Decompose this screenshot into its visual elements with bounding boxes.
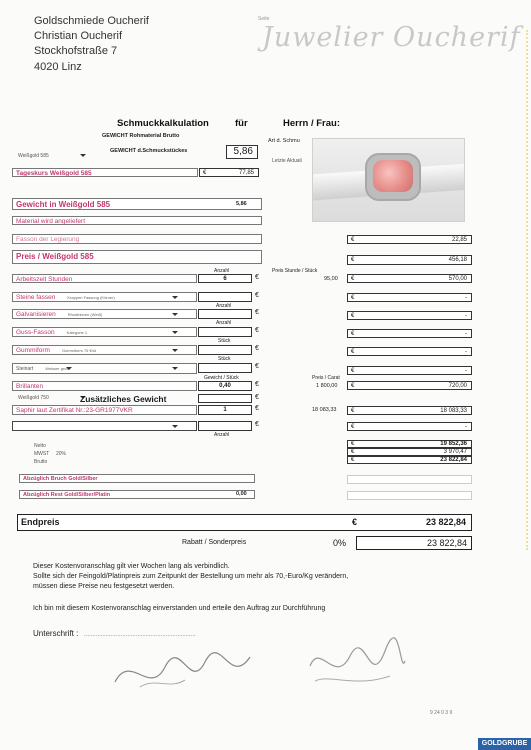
gummiform-total: - xyxy=(465,349,467,355)
chevron-down-icon[interactable] xyxy=(66,367,72,370)
endpreis-row xyxy=(17,514,472,531)
gewicht-weissgold-label: Gewicht in Weißgold 585 xyxy=(12,198,262,210)
zusaetzliches-unit-eur: € xyxy=(255,394,259,401)
gummiform-label: Gummiform Gummiform 75 €/st xyxy=(12,345,197,355)
gewicht-roh-label: GEWICHT Rohmaterial Brutto xyxy=(102,133,180,139)
anzahl-label-2: Anzahl xyxy=(216,303,232,309)
preis-weissgold-box: € 456,18 xyxy=(347,255,472,265)
brillanten-label: Brillanten xyxy=(12,381,197,391)
steinart-anzahl[interactable] xyxy=(198,363,252,373)
brutto-value: 23 822,84 xyxy=(440,457,467,463)
arbeitszeit-anzahl[interactable]: 6 xyxy=(198,274,252,283)
steinart-box: € - xyxy=(347,366,472,375)
saphir-preis: 18 083,33 xyxy=(312,407,337,413)
brutto-box: € 23 822,84 xyxy=(347,456,472,464)
chevron-down-icon[interactable] xyxy=(172,331,178,334)
guss-fasson-label: Guss-Fasson Kategorie 1 xyxy=(12,327,197,337)
chevron-down-icon[interactable] xyxy=(172,349,178,352)
letzte-label: Letzte Aktuali xyxy=(272,158,302,164)
unterschrift-line: ................................................................... xyxy=(84,632,196,638)
steine-anzahl[interactable] xyxy=(198,292,252,302)
seite-label: Seite xyxy=(258,16,270,22)
rabatt-box[interactable] xyxy=(356,536,472,550)
galvanisieren-total: - xyxy=(465,313,467,319)
endpreis-label: Endpreis xyxy=(21,517,60,527)
steine-fassen-label: Steine fassen Krappen Fassung (Körner) xyxy=(12,292,197,302)
scan-artifact xyxy=(522,30,528,550)
arbeitszeit-box: € 570,00 xyxy=(347,274,472,283)
address-line-2: Christian Oucherif xyxy=(34,30,123,42)
unterschrift-label: Unterschrift : xyxy=(33,629,79,638)
anzahl-label: Anzahl xyxy=(214,268,230,274)
steinart-row: Steinart Weisser groß xyxy=(12,363,197,374)
zusaetzliches-gewicht-value[interactable] xyxy=(198,394,252,403)
guss-box: € - xyxy=(347,329,472,338)
abzueglich-bruch-value xyxy=(347,475,472,484)
saphir-box: € 18 083,33 xyxy=(347,406,472,415)
customer-title: Herrn / Frau: xyxy=(283,118,341,129)
extra-row[interactable] xyxy=(12,421,197,431)
anzahl-label-3: Anzahl xyxy=(216,320,232,326)
signature-1 xyxy=(110,642,260,702)
art-label: Art d. Schmu xyxy=(268,138,300,144)
steine-total: - xyxy=(465,295,467,301)
stueck-label: Stück xyxy=(218,338,231,344)
endpreis-eur: € xyxy=(352,517,358,527)
guss-unit-eur: € xyxy=(255,327,259,334)
guss-anzahl[interactable] xyxy=(198,327,252,337)
gummiform-box: € - xyxy=(347,347,472,356)
extra-box: € - xyxy=(347,422,472,431)
address-line-1: Goldschmiede Oucherif xyxy=(34,15,149,27)
preis-weissgold-value: 456,18 xyxy=(448,257,467,263)
address-line-3: Stockhofstraße 7 xyxy=(34,45,118,57)
brillanten-unit-eur: € xyxy=(255,381,259,388)
anzahl-label-4: Anzahl xyxy=(214,432,230,438)
steine-unit-eur: € xyxy=(255,292,259,299)
tageskurs-label: Tageskurs Weißgold 585 xyxy=(12,168,198,177)
galvanisieren-label: Galvanisieren Rhodinieren (Weiß) xyxy=(12,309,197,319)
rabatt-label: Rabatt / Sonderpreis xyxy=(182,539,247,546)
netto-box: € 19 852,36 xyxy=(347,440,472,448)
arbeitszeit-total: 570,00 xyxy=(448,276,467,282)
tageskurs-box: € 77,85 xyxy=(199,168,259,177)
gewicht-weissgold-value: 5,86 xyxy=(236,201,247,207)
mwst-label: MWST xyxy=(34,451,50,457)
extra-total: - xyxy=(465,424,467,430)
steine-box: € - xyxy=(347,293,472,302)
footer-code: 9 24 0 3 9 xyxy=(430,710,453,716)
chevron-down-icon[interactable] xyxy=(172,296,178,299)
chevron-down-icon[interactable] xyxy=(172,313,178,316)
tageskurs-value: 77,85 xyxy=(238,170,254,176)
fasson-label: Fasson der Legierung xyxy=(12,234,262,244)
zusaetzliches-gewicht-label: Zusätzliches Gewicht xyxy=(80,394,167,404)
brillanten-total: 720,00 xyxy=(448,383,467,389)
note-line-3: müssen diese Preise neu festgesetzt werden. xyxy=(33,583,175,590)
gummiform-anzahl[interactable] xyxy=(198,345,252,355)
arbeitszeit-label: Arbeitszeit Stunden xyxy=(12,274,197,283)
guss-total: - xyxy=(465,331,467,337)
abzueglich-bruch-label: Abzüglich Bruch Gold/Silber xyxy=(19,474,255,483)
mwst-value: 3 970,47 xyxy=(443,449,467,455)
address-line-4: 4020 Linz xyxy=(34,61,82,73)
extra-anzahl[interactable] xyxy=(198,421,252,431)
preis-weissgold-label: Preis / Weißgold 585 xyxy=(12,250,262,264)
gewicht-stueck-label: Gewicht / Stück xyxy=(204,375,239,381)
brillanten-box: € 720,00 xyxy=(347,381,472,390)
fasson-box: € 22,85 xyxy=(347,235,472,244)
preis-stunde-label: Preis Stunde / Stück xyxy=(272,268,318,274)
metal-select[interactable]: Weißgold 585 xyxy=(18,153,49,159)
goldgrube-badge: GOLDGRUBE xyxy=(478,738,531,750)
gummiform-unit-eur: € xyxy=(255,345,259,352)
galvanisieren-box: € - xyxy=(347,311,472,320)
chevron-down-icon[interactable] xyxy=(80,154,86,157)
rabatt-percent: 0% xyxy=(333,538,347,548)
gewicht-schmuck-label: GEWICHT d.Schmuckstückes xyxy=(110,148,188,154)
product-photo xyxy=(312,138,465,222)
note-line-4: Ich bin mit diesem Kostenvoranschlag einverstanden und erteile den Auftrag zur Durchführung xyxy=(33,605,326,612)
galvanisieren-unit-eur: € xyxy=(255,309,259,316)
saphir-label: Saphir laut Zertifikat Nr.:23-GR1977VKR xyxy=(12,405,197,415)
mwst-rate: 20% xyxy=(56,451,67,457)
saphir-unit-eur: € xyxy=(255,405,259,412)
steinart-unit-eur: € xyxy=(255,363,259,370)
netto-value: 19 852,36 xyxy=(440,441,467,447)
chevron-down-icon[interactable] xyxy=(172,425,178,428)
calc-title-fuer: für xyxy=(235,118,248,129)
rabatt-value: 23 822,84 xyxy=(426,538,467,548)
chevron-down-icon[interactable] xyxy=(172,367,178,370)
gewicht-schmuck-value[interactable]: 5,86 xyxy=(226,145,258,159)
abzueglich-rest-label: Abzüglich Rest Gold/Silber/Platin xyxy=(19,490,255,499)
stueck-label-2: Stück xyxy=(218,356,231,362)
note-line-1: Dieser Kostenvoranschlag gilt vier Wochen lang als verbindlich. xyxy=(33,563,230,570)
brillanten-preis: 1 800,00 xyxy=(316,383,338,389)
brillanten-gewicht[interactable]: 0,40 xyxy=(198,381,252,391)
extra-unit-eur: € xyxy=(255,421,259,428)
material-angeliefert-label[interactable]: Material wird angeliefert xyxy=(12,216,262,225)
abzueglich-rest-box xyxy=(347,491,472,500)
metal-select-2[interactable]: Weißgold 750 xyxy=(18,395,49,401)
signature-2 xyxy=(300,636,410,700)
abzueglich-rest-value: 0,00 xyxy=(236,491,247,497)
galvanisieren-anzahl[interactable] xyxy=(198,309,252,319)
brutto-label: Brutto xyxy=(34,459,48,465)
company-logo: Juwelier Oucherif xyxy=(262,22,521,53)
fasson-value: 22,85 xyxy=(451,237,467,243)
arbeitszeit-preis: 95,00 xyxy=(324,276,338,282)
mwst-box: € 3 970,47 xyxy=(347,448,472,456)
netto-label: Netto xyxy=(34,443,46,449)
saphir-anzahl[interactable]: 1 xyxy=(198,405,252,415)
saphir-total: 18 083,33 xyxy=(440,408,467,414)
steinart-total: - xyxy=(465,368,467,374)
arbeitszeit-unit-eur: € xyxy=(255,274,259,281)
preis-carat-label: Preis / Carat xyxy=(312,375,340,381)
note-line-2: Sollte sich der Feingold/Platinpreis zum Zeitpunkt der Bestellung um mehr als 70,-Euro/Kg verändern, xyxy=(33,573,349,580)
endpreis-value: 23 822,84 xyxy=(425,517,466,527)
calc-title: Schmuckkalkulation xyxy=(117,118,209,129)
